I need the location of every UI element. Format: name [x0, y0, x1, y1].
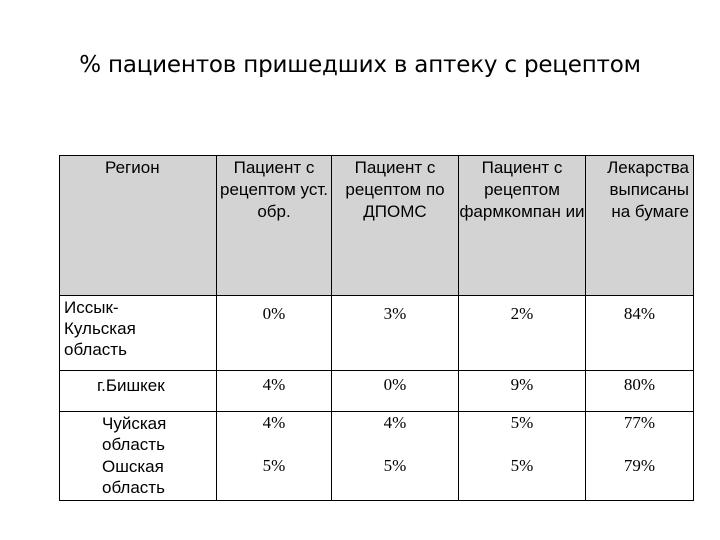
region-cell: [60, 371, 217, 412]
header-dpoms-prescription: [332, 156, 459, 296]
value-cell: 5%: [459, 455, 586, 501]
value-cell: 5%: [459, 412, 586, 456]
slide-title: % пациентов пришедших в аптеку с рецептом: [79, 52, 641, 78]
table-row: [60, 371, 694, 412]
value-cell: 3%: [332, 296, 459, 371]
header-region: [60, 156, 217, 296]
region-label: Иссык-Кульская область: [64, 298, 136, 359]
value-cell: 4%: [332, 412, 459, 456]
value-cell: 2%: [459, 296, 586, 371]
header-pharma-prescription: [459, 156, 586, 296]
value-cell: 84%: [586, 296, 694, 371]
prescription-table: [59, 155, 694, 501]
region-cell: [60, 296, 217, 371]
region-cell: [60, 412, 217, 456]
header-label: Пациент с рецептом по ДПОМС: [345, 158, 445, 221]
table-row: [60, 296, 694, 371]
header-label: Пациент с рецептом уст. обр.: [219, 158, 328, 221]
header-label: Лекарства выписаны на бумаге: [607, 158, 689, 221]
value-cell: 79%: [586, 455, 694, 501]
header-label: Пациент с рецептом фармкомпан ии: [459, 158, 585, 221]
header-row: [60, 156, 694, 296]
table-row: [60, 412, 694, 456]
header-label: Регион: [105, 158, 160, 177]
header-oral-prescription: [217, 156, 332, 296]
header-paper-prescription: [586, 156, 694, 296]
region-label: Ошская область: [102, 457, 165, 497]
value-cell: 0%: [217, 296, 332, 371]
table-row: [60, 455, 694, 501]
value-cell: 77%: [586, 412, 694, 456]
region-label: Чуйская область: [102, 414, 167, 454]
value-cell: 5%: [332, 455, 459, 501]
region-cell: [60, 455, 217, 501]
region-label: г.Бишкек: [97, 376, 165, 395]
value-cell: 4%: [217, 371, 332, 412]
value-cell: 4%: [217, 412, 332, 456]
value-cell: 80%: [586, 371, 694, 412]
value-cell: 0%: [332, 371, 459, 412]
value-cell: 9%: [459, 371, 586, 412]
value-cell: 5%: [217, 455, 332, 501]
